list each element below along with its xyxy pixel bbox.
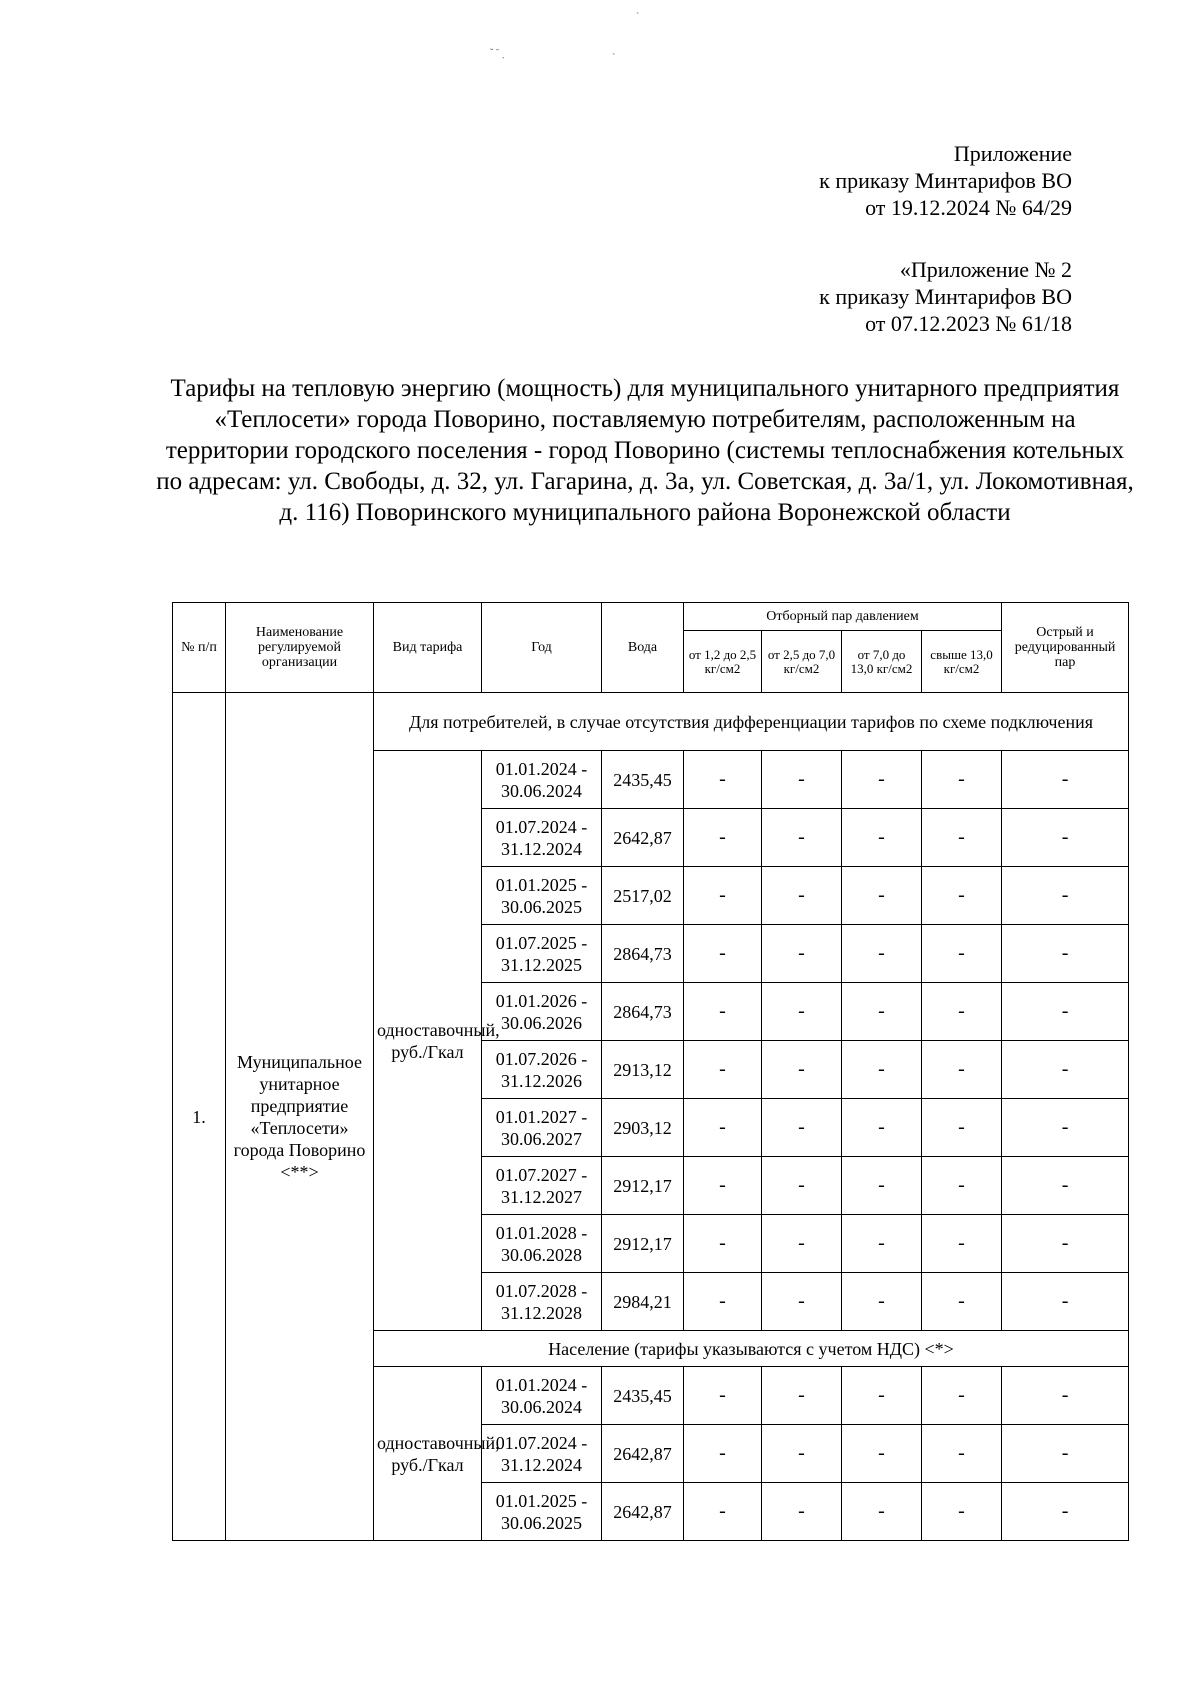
water-tariff-cell: 2903,12 [602,1099,684,1157]
water-tariff-cell: 2912,17 [602,1157,684,1215]
empty-tariff-cell: - [1002,1483,1129,1541]
water-tariff-cell: 2642,87 [602,809,684,867]
period-cell: 01.01.2024 - 30.06.2024 [482,751,602,809]
document-title: Тарифы на тепловую энергию (мощность) для муниципального унитарного предприятия «Теплосети» города Поворино, поставляемую потребителям, расположенным на территории городского поселения - город Поворино (системы теплоснабжения котельных по адресам: ул. Свободы, д. 32, ул. Гагарина, д. 3а, ул. Советская, д. 3а/1, ул. Локомотивная, д. 116) Поворинского муниципального района Воронежской области [156,375,1134,526]
water-tariff-cell: 2517,02 [602,867,684,925]
section-title: Население (тарифы указываются с учетом НДС) <*> [374,1331,1129,1367]
header-steam-2-5-to-7-0: от 2,5 до 7,0 кг/см2 [762,631,842,693]
period-cell: 01.07.2026 - 31.12.2026 [482,1041,602,1099]
scan-speck: ˴ [612,48,616,59]
tariff-type-cell: одноставочный, руб./Гкал [374,751,482,1331]
empty-tariff-cell: - [762,1273,842,1331]
empty-tariff-cell: - [762,1367,842,1425]
empty-tariff-cell: - [762,751,842,809]
empty-tariff-cell: - [842,1483,922,1541]
empty-tariff-cell: - [762,1215,842,1273]
water-tariff-cell: 2642,87 [602,1425,684,1483]
water-tariff-cell: 2913,12 [602,1041,684,1099]
empty-tariff-cell: - [842,1425,922,1483]
appendix-header [819,140,1072,221]
period-cell: 01.07.2024 - 31.12.2024 [482,1425,602,1483]
header-year: Год [482,603,602,693]
empty-tariff-cell: - [1002,1041,1129,1099]
empty-tariff-cell: - [922,751,1002,809]
empty-tariff-cell: - [842,925,922,983]
empty-tariff-cell: - [922,983,1002,1041]
empty-tariff-cell: - [762,1483,842,1541]
empty-tariff-cell: - [684,867,762,925]
scan-speck: ˋ [636,12,640,23]
empty-tariff-cell: - [1002,983,1129,1041]
water-tariff-cell: 2864,73 [602,983,684,1041]
appendix-number-label: «Приложение № 2 [899,257,1072,282]
empty-tariff-cell: - [762,1157,842,1215]
empty-tariff-cell: - [762,1425,842,1483]
empty-tariff-cell: - [922,1367,1002,1425]
header-sharp-steam: Острый и редуцированный пар [1002,603,1129,693]
tariff-type-cell: одноставочный, руб./Гкал [374,1367,482,1541]
period-cell: 01.01.2025 - 30.06.2025 [482,867,602,925]
empty-tariff-cell: - [1002,1273,1129,1331]
header-steam-over-13-0: свыше 13,0 кг/см2 [922,631,1002,693]
empty-tariff-cell: - [1002,867,1129,925]
empty-tariff-cell: - [842,1099,922,1157]
empty-tariff-cell: - [684,809,762,867]
header-steam-7-0-to-13-0: от 7,0 до 13,0 кг/см2 [842,631,922,693]
empty-tariff-cell: - [922,925,1002,983]
period-cell: 01.01.2028 - 30.06.2028 [482,1215,602,1273]
empty-tariff-cell: - [922,809,1002,867]
empty-tariff-cell: - [842,809,922,867]
empty-tariff-cell: - [762,925,842,983]
empty-tariff-cell: - [1002,1157,1129,1215]
empty-tariff-cell: - [1002,1425,1129,1483]
empty-tariff-cell: - [922,867,1002,925]
header-steam-1-2-to-2-5: от 1,2 до 2,5 кг/см2 [684,631,762,693]
empty-tariff-cell: - [842,751,922,809]
header-steam-group: Отборный пар давлением [684,603,1002,631]
empty-tariff-cell: - [684,1215,762,1273]
empty-tariff-cell: - [922,1099,1002,1157]
empty-tariff-cell: - [1002,1099,1129,1157]
empty-tariff-cell: - [842,1157,922,1215]
empty-tariff-cell: - [922,1483,1002,1541]
empty-tariff-cell: - [842,1041,922,1099]
empty-tariff-cell: - [684,1041,762,1099]
empty-tariff-cell: - [842,983,922,1041]
empty-tariff-cell: - [842,1215,922,1273]
empty-tariff-cell: - [1002,1367,1129,1425]
appendix-subheader [819,256,1072,337]
order-date-number: от 19.12.2024 № 64/29 [865,195,1072,220]
header-water: Вода [602,603,684,693]
empty-tariff-cell: - [684,1367,762,1425]
empty-tariff-cell: - [922,1425,1002,1483]
empty-tariff-cell: - [922,1157,1002,1215]
tariff-table [172,602,1129,1541]
empty-tariff-cell: - [842,867,922,925]
period-cell: 01.01.2027 - 30.06.2027 [482,1099,602,1157]
empty-tariff-cell: - [684,1099,762,1157]
water-tariff-cell: 2864,73 [602,925,684,983]
empty-tariff-cell: - [1002,751,1129,809]
period-cell: 01.07.2024 - 31.12.2024 [482,809,602,867]
period-cell: 01.07.2028 - 31.12.2028 [482,1273,602,1331]
water-tariff-cell: 2912,17 [602,1215,684,1273]
empty-tariff-cell: - [684,1157,762,1215]
empty-tariff-cell: - [684,1425,762,1483]
organization-name: Муниципальное унитарное предприятие «Теплосети» города Поворино <**> [226,693,374,1541]
empty-tariff-cell: - [684,751,762,809]
empty-tariff-cell: - [762,809,842,867]
appendix-label: Приложение [953,141,1072,166]
empty-tariff-cell: - [762,1099,842,1157]
water-tariff-cell: 2435,45 [602,1367,684,1425]
empty-tariff-cell: - [684,925,762,983]
row-number: 1. [173,693,226,1541]
empty-tariff-cell: - [1002,1215,1129,1273]
empty-tariff-cell: - [842,1273,922,1331]
scan-speck: ˇ ˉ ˏ [490,48,505,59]
empty-tariff-cell: - [762,867,842,925]
header-num: № п/п [173,603,226,693]
water-tariff-cell: 2984,21 [602,1273,684,1331]
empty-tariff-cell: - [684,1483,762,1541]
period-cell: 01.07.2027 - 31.12.2027 [482,1157,602,1215]
period-cell: 01.01.2025 - 30.06.2025 [482,1483,602,1541]
empty-tariff-cell: - [762,983,842,1041]
period-cell: 01.01.2026 - 30.06.2026 [482,983,602,1041]
empty-tariff-cell: - [922,1273,1002,1331]
section-title: Для потребителей, в случае отсутствия дифференциации тарифов по схеме подключения [374,693,1129,751]
empty-tariff-cell: - [684,1273,762,1331]
section-row [173,693,1129,751]
empty-tariff-cell: - [1002,925,1129,983]
water-tariff-cell: 2642,87 [602,1483,684,1541]
period-cell: 01.01.2024 - 30.06.2024 [482,1367,602,1425]
empty-tariff-cell: - [922,1041,1002,1099]
empty-tariff-cell: - [1002,809,1129,867]
water-tariff-cell: 2435,45 [602,751,684,809]
empty-tariff-cell: - [842,1367,922,1425]
empty-tariff-cell: - [762,1041,842,1099]
order-date-number: от 07.12.2023 № 61/18 [865,311,1072,336]
header-org-name: Наименование регулируемой организации [226,603,374,693]
order-reference: к приказу Минтарифов ВО [819,284,1072,309]
order-reference: к приказу Минтарифов ВО [819,168,1072,193]
header-tariff-type: Вид тарифа [374,603,482,693]
period-cell: 01.07.2025 - 31.12.2025 [482,925,602,983]
empty-tariff-cell: - [922,1215,1002,1273]
empty-tariff-cell: - [684,983,762,1041]
